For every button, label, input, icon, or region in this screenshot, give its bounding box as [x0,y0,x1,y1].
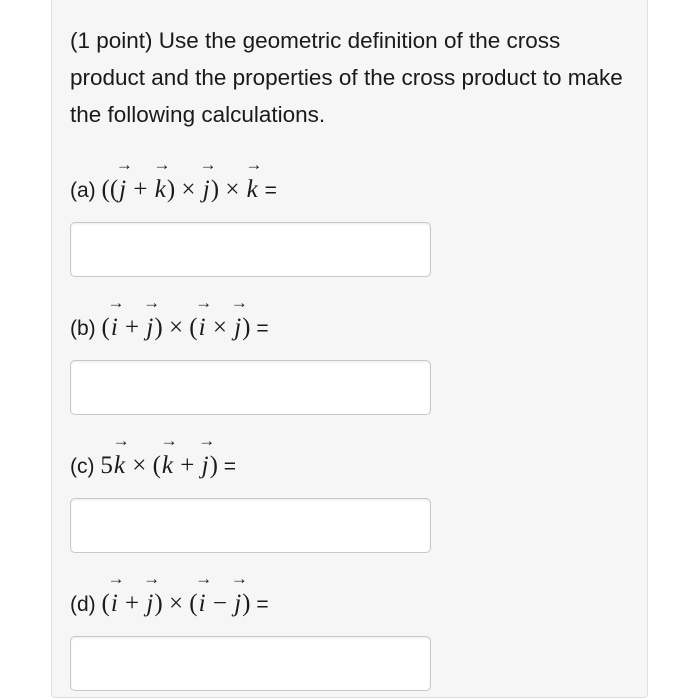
part-d [70,584,431,691]
vector-j: → j [201,446,210,486]
vector-k: → k [113,446,126,486]
vector-j: → j [145,308,154,348]
part-b-answer-input[interactable] [70,360,431,415]
part-c-prompt [70,446,431,486]
part-a-equals: = [264,179,277,202]
vector-j: → j [145,584,154,624]
vector-j: → j [202,170,211,210]
part-a-label: (a) [70,179,96,202]
vector-i: → i [198,308,207,348]
vector-k: → k [154,170,167,210]
part-a-answer-input[interactable] [70,222,431,277]
vector-i: → i [198,584,207,624]
vector-i: → i [110,584,119,624]
part-c-expression: 5→ k × (→ k + → j) [100,452,218,479]
vector-j: → j [233,308,242,348]
part-c [70,446,431,553]
part-b-expression: (→ i + → j) × (→ i × → j) [102,314,251,341]
part-b [70,308,431,415]
part-d-prompt [70,584,431,624]
problem-card [51,0,648,698]
vector-k: → k [161,446,174,486]
part-d-answer-input[interactable] [70,636,431,691]
part-d-equals: = [256,593,269,616]
part-d-expression: (→ i + → j) × (→ i − → j) [102,590,251,617]
part-a-prompt [70,170,431,210]
vector-j: → j [233,584,242,624]
part-d-label: (d) [70,593,96,616]
part-c-equals: = [223,455,236,478]
part-c-answer-input[interactable] [70,498,431,553]
part-a [70,170,431,277]
part-b-equals: = [256,317,269,340]
part-b-label: (b) [70,317,96,340]
part-a-expression: ((→ j + → k) × → j) × → k [102,176,259,203]
vector-j: → j [118,170,127,210]
part-c-label: (c) [70,455,95,478]
problem-statement: (1 point) Use the geometric definition of the cross product and the properties of the cross product to make the following calculations. [70,28,623,127]
vector-i: → i [110,308,119,348]
vector-k: → k [246,170,259,210]
part-b-prompt [70,308,431,348]
